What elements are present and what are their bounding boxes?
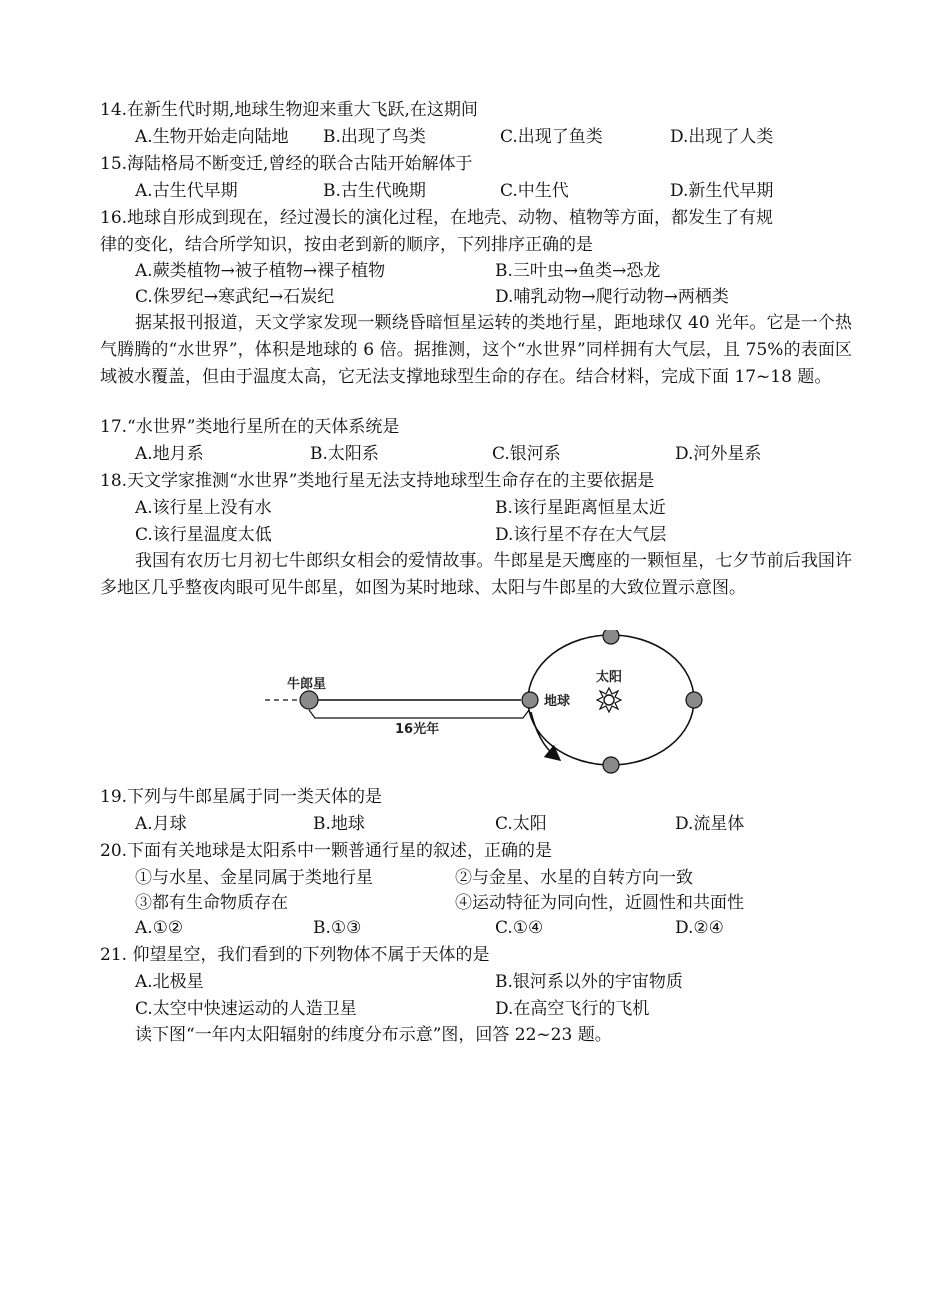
q20-option-b[interactable]: B.①③ [313,918,362,938]
earth-label: 地球 [544,694,571,709]
q21-option-a[interactable]: A.北极星 [135,972,204,992]
sun-icon [597,688,621,712]
q16-option-d[interactable]: D.哺乳动物→爬行动物→两栖类 [495,287,729,307]
q21-option-d[interactable]: D.在高空飞行的飞机 [495,999,650,1019]
orbit-position-right [686,692,702,708]
q20-options [0,917,950,939]
q14-option-a[interactable]: A.生物开始走向陆地 [135,127,289,147]
q16-option-a[interactable]: A.蕨类植物→被子植物→裸子植物 [135,261,386,281]
q15-option-c[interactable]: C.中生代 [500,181,569,201]
q16-stem-line1: 16.地球自形成到现在，经过漫长的演化过程，在地壳、动物、植物等方面，都发生了有规 [100,208,774,228]
q20-statement-2: ②与金星、水星的自转方向一致 [455,868,693,888]
q16-option-b[interactable]: B.三叶虫→鱼类→恐龙 [495,261,661,281]
q17-option-c[interactable]: C.银河系 [492,444,561,464]
q14-stem: 14.在新生代时期,地球生物迎来重大飞跃,在这期间 [100,100,478,120]
altair-star-icon [300,691,318,709]
q14-options [0,126,950,148]
q14-option-c[interactable]: C.出现了鱼类 [500,127,603,147]
q19-option-d[interactable]: D.流星体 [675,814,745,834]
q16-option-c[interactable]: C.侏罗纪→寒武纪→石炭纪 [135,287,335,307]
q21-options-row1 [0,971,950,993]
q17-option-a[interactable]: A.地月系 [135,444,204,464]
q18-option-b[interactable]: B.该行星距离恒星太近 [495,498,666,518]
orbit-position-top [603,630,619,644]
q20-option-c[interactable]: C.①④ [495,918,544,938]
q18-stem: 18.天文学家推测“水世界”类地行星无法支持地球型生命存在的主要依据是 [100,471,655,491]
q20-statement-1: ①与水星、金星同属于类地行星 [135,868,373,888]
q17-option-d[interactable]: D.河外星系 [675,444,762,464]
orbit-position-bottom [603,757,619,773]
q20-option-d[interactable]: D.②④ [675,918,724,938]
q22-23-instruction: 读下图“一年内太阳辐射的纬度分布示意”图，回答 22~23 题。 [135,1025,612,1045]
q19-option-a[interactable]: A.月球 [135,814,187,834]
q21-option-b[interactable]: B.银河系以外的宇宙物质 [495,972,683,992]
q18-option-c[interactable]: C.该行星温度太低 [135,525,272,545]
q16-options-row2 [0,286,950,308]
q19-option-c[interactable]: C.太阳 [495,814,547,834]
q14-option-d[interactable]: D.出现了人类 [670,127,774,147]
q20-statements-row2 [0,892,950,914]
altair-label: 牛郎星 [287,677,327,692]
q21-option-c[interactable]: C.太空中快速运动的人造卫星 [135,999,357,1019]
q15-option-b[interactable]: B.古生代晚期 [323,181,426,201]
q19-stem: 19.下列与牛郎星属于同一类天体的是 [100,787,383,807]
q17-options [0,443,950,465]
distance-label: 16光年 [395,722,440,737]
q15-options [0,180,950,202]
q21-stem: 21. 仰望星空，我们看到的下列物体不属于天体的是 [100,945,490,965]
passage-water-world: 据某报刊报道，天文学家发现一颗绕昏暗恒星运转的类地行星，距地球仅 40 光年。它是一个热气腾腾的“水世界”，体积是地球的 6 倍。据推测，这个“水世界”同样拥有大气层，且 75%的表面区域被水覆盖，但由于温度太高，它无法支撑地球型生命的存在。结合材料，完成下面 17~18 题。 [100,313,852,387]
earth-icon [522,692,538,708]
q14-option-b[interactable]: B.出现了鸟类 [323,127,426,147]
q20-option-a[interactable]: A.①② [135,918,184,938]
q20-stem: 20.下面有关地球是太阳系中一颗普通行星的叙述，正确的是 [100,841,553,861]
q18-options-row1 [0,497,950,519]
q19-options [0,813,950,835]
passage-altair: 我国有农历七月初七牛郎织女相会的爱情故事。牛郎星是天鹰座的一颗恒星，七夕节前后我国许多地区几乎整夜肉眼可见牛郎星，如图为某时地球、太阳与牛郎星的大致位置示意图。 [100,551,852,598]
distance-bracket [309,710,529,718]
q20-statement-3: ③都有生命物质存在 [135,893,288,913]
q19-option-b[interactable]: B.地球 [313,814,365,834]
q21-options-row2 [0,998,950,1020]
sun-label: 太阳 [596,670,623,685]
q20-statement-4: ④运动特征为同向性，近圆性和共面性 [455,893,744,913]
altair-earth-sun-diagram [255,630,715,780]
q15-stem: 15.海陆格局不断变迁,曾经的联合古陆开始解体于 [100,154,473,174]
q20-statements-row1 [0,867,950,889]
q18-option-d[interactable]: D.该行星不存在大气层 [495,525,667,545]
q15-option-a[interactable]: A.古生代早期 [135,181,238,201]
q16-options-row1 [0,260,950,282]
q15-option-d[interactable]: D.新生代早期 [670,181,774,201]
q16-stem-line2: 律的变化，结合所学知识，按由老到新的顺序，下列排序正确的是 [100,235,593,255]
q18-option-a[interactable]: A.该行星上没有水 [135,498,272,518]
orbit-direction-arrow [531,712,555,756]
q17-stem: 17.“水世界”类地行星所在的天体系统是 [100,417,400,437]
q18-options-row2 [0,524,950,546]
q17-option-b[interactable]: B.太阳系 [310,444,379,464]
